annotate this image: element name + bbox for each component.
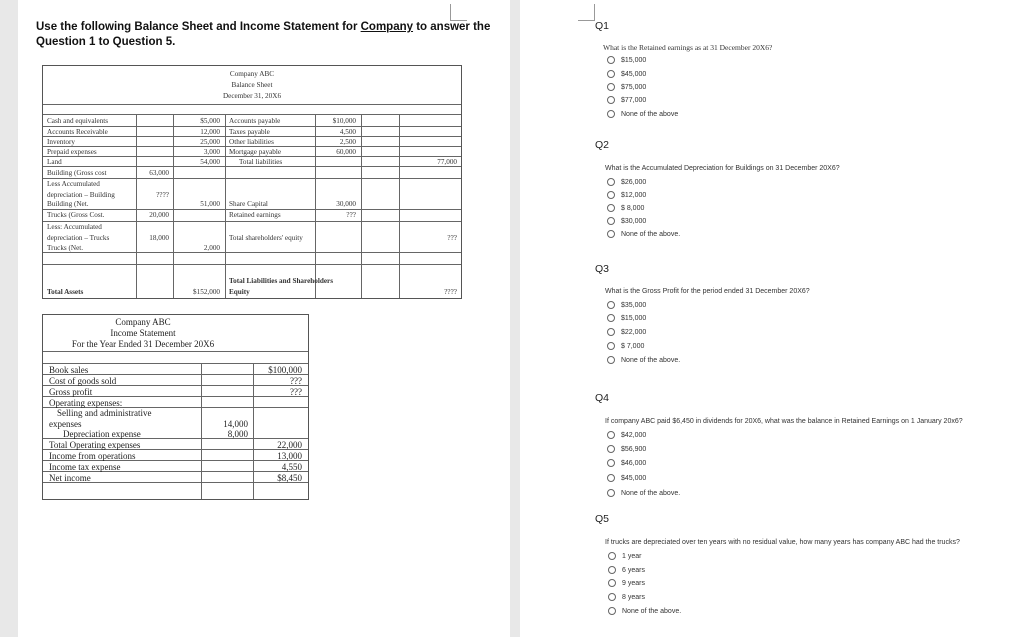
bs-row-line — [43, 166, 461, 167]
total-assets-label: Total Assets — [47, 288, 84, 296]
radio-icon[interactable] — [607, 431, 615, 439]
less-accumulated-label-2: Less: Accumulated — [47, 223, 102, 231]
mortgage-label: Mortgage payable — [229, 148, 282, 156]
q2-option-2[interactable] — [607, 191, 646, 199]
trucks-net-label: Trucks (Net. — [47, 244, 84, 252]
option-label: $35,000 — [621, 301, 647, 309]
cash-label: Cash and equivalents — [47, 117, 109, 125]
income-ops-label: Income from operations — [49, 451, 136, 461]
building-gross-label: Building (Gross cost — [47, 169, 107, 177]
radio-icon[interactable] — [607, 474, 615, 482]
cash-value: $5,000 — [200, 117, 220, 125]
option-label: $22,000 — [621, 328, 647, 336]
bs-col-line — [225, 114, 226, 298]
q5-text: If trucks are depreciated over ten years with no residual value, how many years has company ABC had the trucks? — [605, 539, 960, 546]
q5-option-5[interactable] — [608, 607, 681, 615]
radio-icon[interactable] — [608, 607, 616, 615]
bs-divider — [43, 104, 461, 105]
depreciation-value: 8,000 — [227, 429, 248, 439]
q4-option-5[interactable] — [607, 489, 680, 497]
radio-icon[interactable] — [608, 566, 616, 574]
gross-profit-label: Gross profit — [49, 387, 93, 397]
radio-icon[interactable] — [607, 314, 615, 322]
q2-option-3[interactable] — [607, 204, 644, 212]
radio-icon[interactable] — [607, 56, 615, 64]
taxes-label: Taxes payable — [229, 128, 270, 136]
bs-row-line — [43, 209, 461, 210]
bs-row-line — [43, 146, 461, 147]
taxes-value: 4,500 — [339, 128, 356, 136]
prepaid-value: 3,000 — [203, 148, 220, 156]
income-statement-table — [42, 314, 309, 500]
total-liab-equity-label-2: Equity — [229, 288, 250, 296]
tax-label: Income tax expense — [49, 462, 121, 472]
q2-text: What is the Accumulated Depreciation for Buildings on 31 December 20X6? — [605, 165, 840, 172]
trucks-gross-value: 20,000 — [149, 211, 169, 219]
option-label: None of the above. — [621, 356, 681, 364]
option-label: $45,000 — [621, 70, 647, 78]
bs-col-line — [136, 114, 137, 298]
q1-text: What is the Retained earnings as at 31 December 20X6? — [603, 43, 773, 52]
total-assets-value: $152,000 — [193, 288, 220, 296]
q4-option-1[interactable] — [607, 431, 646, 439]
bs-row-line — [43, 178, 461, 179]
radio-icon[interactable] — [607, 489, 615, 497]
option-label: $ 8,000 — [621, 204, 645, 212]
radio-icon[interactable] — [607, 459, 615, 467]
gross-profit-value: ??? — [290, 387, 302, 397]
option-label: $12,000 — [621, 191, 647, 199]
q5-option-3[interactable] — [608, 579, 645, 587]
net-income-label: Net income — [49, 473, 91, 483]
less-accumulated-label: Less Accumulated — [47, 180, 100, 188]
q2-option-1[interactable] — [607, 178, 646, 186]
mortgage-value: 60,000 — [336, 148, 356, 156]
heading-text: Use the following Balance Sheet and Income Statement for — [36, 21, 361, 33]
q3-option-4[interactable] — [607, 342, 644, 350]
radio-icon[interactable] — [607, 70, 615, 78]
bs-col-line — [361, 114, 362, 298]
inventory-label: Inventory — [47, 138, 75, 146]
q5-option-2[interactable] — [608, 566, 645, 574]
opex-label: Operating expenses: — [49, 398, 123, 408]
option-label: $56,900 — [621, 445, 647, 453]
income-ops-value: 13,000 — [277, 451, 302, 461]
option-label: $46,000 — [621, 459, 647, 467]
q3-option-2[interactable] — [607, 314, 646, 322]
radio-icon[interactable] — [607, 191, 615, 199]
option-label: None of the above. — [621, 230, 681, 238]
q3-option-1[interactable] — [607, 301, 646, 309]
total-liabilities-value: 77,000 — [437, 158, 457, 166]
option-label: $75,000 — [621, 83, 647, 91]
radio-icon[interactable] — [607, 96, 615, 104]
option-label: $42,000 — [621, 431, 647, 439]
net-income-value: $8,450 — [277, 473, 302, 483]
radio-icon[interactable] — [607, 342, 615, 350]
q3-text: What is the Gross Profit for the period ended 31 December 20X6? — [605, 288, 810, 295]
ar-value: 12,000 — [200, 128, 220, 136]
balance-sheet-table — [42, 65, 462, 299]
option-label: 8 years — [622, 593, 645, 601]
share-capital-value: 30,000 — [336, 200, 356, 208]
total-liab-equity-label: Total Liabilities and Shareholders — [229, 277, 334, 285]
bs-title: Company ABC — [229, 70, 275, 78]
q2-option-4[interactable] — [607, 217, 646, 225]
land-value: 54,000 — [200, 158, 220, 166]
radio-icon[interactable] — [607, 445, 615, 453]
radio-icon[interactable] — [607, 178, 615, 186]
cogs-label: Cost of goods sold — [49, 376, 117, 386]
q4-option-3[interactable] — [607, 459, 646, 467]
sga-label-2: expenses — [49, 419, 82, 429]
page-corner-mark — [578, 4, 595, 21]
is-title: Company ABC — [115, 317, 171, 327]
option-label: $15,000 — [621, 56, 647, 64]
option-label: $15,000 — [621, 314, 647, 322]
page-corner-mark — [450, 4, 467, 21]
option-label: None of the above. — [621, 489, 681, 497]
option-label: 9 years — [622, 579, 645, 587]
total-opex-label: Total Operating expenses — [49, 440, 141, 450]
total-opex-value: 22,000 — [277, 440, 302, 450]
retained-earnings-label: Retained earnings — [229, 211, 281, 219]
radio-icon[interactable] — [607, 328, 615, 336]
trucks-dep-value: 18,000 — [149, 234, 169, 242]
share-capital-label: Share Capital — [229, 200, 268, 208]
heading-line-2: Question 1 to Question 5. — [36, 36, 176, 48]
q4-option-2[interactable] — [607, 445, 646, 453]
option-label: None of the above. — [622, 607, 682, 615]
cogs-value: ??? — [290, 376, 302, 386]
retained-earnings-value: ??? — [346, 211, 356, 219]
option-label: $45,000 — [621, 474, 647, 482]
land-label: Land — [47, 158, 62, 166]
radio-icon[interactable] — [607, 301, 615, 309]
trucks-gross-label: Trucks (Gross Cost. — [47, 211, 105, 219]
bs-date: December 31, 20X6 — [222, 92, 282, 100]
radio-icon[interactable] — [607, 356, 615, 364]
q2-label: Q2 — [595, 139, 610, 151]
option-label: $30,000 — [621, 217, 647, 225]
building-net-value: 51,000 — [200, 200, 220, 208]
radio-icon[interactable] — [608, 579, 616, 587]
tax-value: 4,550 — [281, 462, 302, 472]
radio-icon[interactable] — [607, 217, 615, 225]
option-label: 1 year — [622, 552, 642, 560]
radio-icon[interactable] — [608, 593, 616, 601]
q1-option-5[interactable] — [607, 110, 678, 118]
q1-label: Q1 — [595, 20, 610, 32]
q4-option-4[interactable] — [607, 474, 646, 482]
other-liabilities-value: 2,500 — [339, 138, 356, 146]
bs-row-line — [43, 264, 461, 265]
radio-icon[interactable] — [607, 204, 615, 212]
q3-label: Q3 — [595, 263, 610, 275]
q1-option-2[interactable] — [607, 70, 646, 78]
building-dep-label: depreciation – Building — [47, 191, 115, 199]
heading-text-end: to answer the — [413, 21, 491, 33]
trucks-net-value: 2,000 — [203, 244, 220, 252]
total-liabilities-label: Total liabilities — [239, 158, 283, 166]
sga-value: 14,000 — [223, 419, 248, 429]
ar-label: Accounts Receivable — [47, 128, 108, 136]
prepaid-label: Prepaid expenses — [47, 148, 97, 156]
option-label: $77,000 — [621, 96, 647, 104]
bs-row-line — [43, 126, 461, 127]
q5-label: Q5 — [595, 513, 610, 525]
book-sales-value: $100,000 — [268, 365, 302, 375]
q3-option-5[interactable] — [607, 356, 680, 364]
document-page-right — [520, 0, 1024, 637]
q4-text: If company ABC paid $6,450 in dividends for 20X6, what was the balance in Retained Earnings on 1 January 20x6? — [605, 418, 963, 425]
q1-option-4[interactable] — [607, 96, 646, 104]
building-net-label: Building (Net. — [47, 200, 89, 208]
sga-label: Selling and administrative — [57, 408, 152, 418]
ap-value: $10,000 — [332, 117, 356, 125]
q5-option-4[interactable] — [608, 593, 645, 601]
is-subtitle: Income Statement — [110, 328, 176, 338]
inventory-value: 25,000 — [200, 138, 220, 146]
bs-col-line — [399, 114, 400, 298]
radio-icon[interactable] — [608, 552, 616, 560]
bs-row-line — [43, 252, 461, 253]
book-sales-label: Book sales — [49, 365, 89, 375]
option-label: None of the above — [621, 110, 679, 118]
option-label: $ 7,000 — [621, 342, 645, 350]
total-liab-equity-value: ???? — [444, 288, 457, 296]
bs-subtitle: Balance Sheet — [231, 81, 273, 89]
building-dep-value: ???? — [156, 191, 169, 199]
radio-icon[interactable] — [607, 110, 615, 118]
q2-option-5[interactable] — [607, 230, 680, 238]
option-label: 6 years — [622, 566, 645, 574]
radio-icon[interactable] — [607, 83, 615, 91]
ap-label: Accounts payable — [229, 117, 281, 125]
heading-company-link: Company — [360, 21, 414, 33]
q4-label: Q4 — [595, 392, 610, 404]
option-label: $26,000 — [621, 178, 647, 186]
trucks-dep-label: depreciation – Trucks — [47, 234, 110, 242]
q5-option-1[interactable] — [608, 552, 641, 560]
radio-icon[interactable] — [607, 230, 615, 238]
bs-row-line — [43, 221, 461, 222]
total-equity-label: Total shareholders' equity — [229, 234, 303, 242]
bs-row-line — [43, 156, 461, 157]
other-liabilities-label: Other liabilities — [229, 138, 274, 146]
q3-option-3[interactable] — [607, 328, 646, 336]
q1-option-3[interactable] — [607, 83, 646, 91]
building-gross-value: 63,000 — [149, 169, 169, 177]
bs-row-line — [43, 136, 461, 137]
is-period: For the Year Ended 31 December 20X6 — [71, 339, 215, 349]
is-divider — [43, 351, 308, 352]
q1-option-1[interactable] — [607, 56, 646, 64]
is-row-line — [43, 363, 308, 364]
instructions-heading — [36, 20, 496, 50]
depreciation-label: Depreciation expense — [63, 429, 141, 439]
total-equity-value: ??? — [447, 234, 457, 242]
